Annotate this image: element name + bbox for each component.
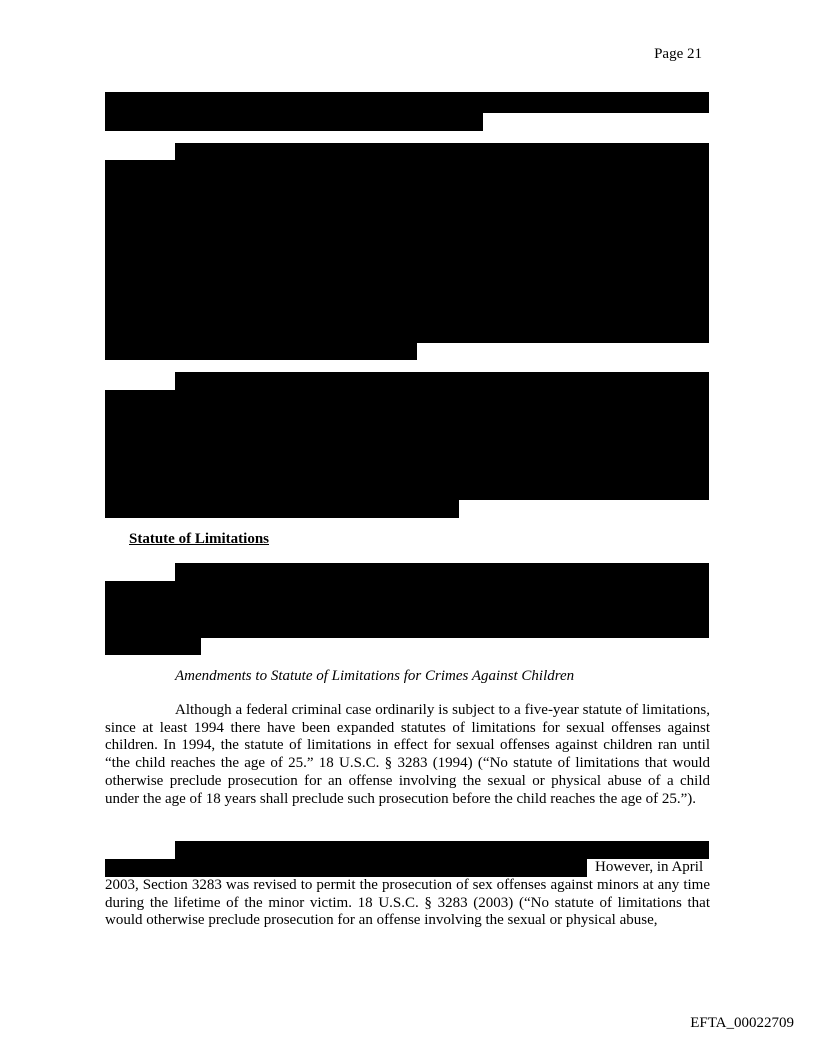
redaction-block	[175, 841, 709, 859]
redaction-block	[105, 500, 459, 518]
redaction-block	[105, 638, 201, 655]
redaction-block	[175, 372, 709, 390]
paragraph: 2003, Section 3283 was revised to permit the prosecution of sex offenses against minors at any time during the lifetime of the minor victim. 18 U.S.C. § 3283 (2003) (“No statute of limitations that would otherwise preclude prosecution for an offense involving the sexual or physical abuse,	[105, 877, 710, 929]
subheading: Amendments to Statute of Limitations for Crimes Against Children	[175, 668, 575, 684]
redaction-block	[105, 92, 709, 113]
redaction-block	[105, 581, 709, 638]
page-number: Page 21	[654, 46, 702, 62]
document-id: EFTA_00022709	[690, 1015, 794, 1031]
redaction-block	[175, 143, 709, 160]
paragraph-tail: However, in April	[595, 859, 704, 875]
paragraph: Although a federal criminal case ordinarily is subject to a five-year statute of limitations, since at least 1994 there have been expanded statutes of limitations for sexual offenses against children. In 1994, the statute of limitations in effect for sexual offenses against children ran until “the child reaches the age of 25.” 18 U.S.C. § 3283 (1994) (“No statute of limitations that would otherwise preclude prosecution for an offense involving the sexual or physical abuse of a child under the age of 18 years shall preclude such prosecution before the child reaches the age of 25.”).	[105, 702, 710, 807]
redaction-block	[175, 563, 709, 581]
redaction-block	[105, 113, 483, 131]
section-heading: Statute of Limitations	[129, 531, 269, 547]
redaction-block	[105, 160, 709, 343]
redaction-block	[105, 343, 417, 360]
redaction-block	[105, 390, 709, 500]
redaction-block	[105, 859, 587, 877]
